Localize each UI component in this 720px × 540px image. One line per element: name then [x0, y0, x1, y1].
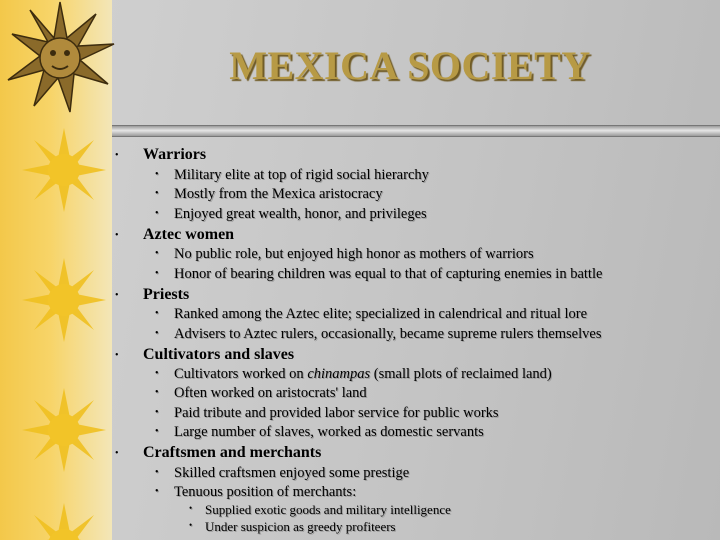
- bullet-icon: •: [155, 169, 159, 180]
- bullet-icon: •: [155, 368, 159, 379]
- bullet-icon: •: [155, 248, 159, 259]
- list-item: • Advisers to Aztec rulers, occasionally, became supreme rulers themselves: [155, 326, 602, 342]
- bullet-icon: •: [155, 426, 159, 437]
- bullet-icon: •: [189, 520, 193, 530]
- list-item: • Skilled craftsmen enjoyed some prestige: [155, 465, 410, 481]
- aztec-sun-icon: [0, 0, 120, 120]
- bullet-icon: •: [155, 268, 159, 279]
- list-item: • Paid tribute and provided labor service for public works: [155, 405, 499, 421]
- list-item: • Cultivators worked on chinampas (small plots of reclaimed land): [155, 366, 552, 382]
- slide-title: MEXICA SOCIETY: [229, 43, 591, 88]
- sub-list-item: • Supplied exotic goods and military intelligence: [189, 502, 451, 517]
- list-item: • No public role, but enjoyed high honor as mothers of warriors: [155, 246, 534, 262]
- bullet-icon: •: [155, 308, 159, 319]
- sub-list-item: • Under suspicion as greedy profiteers: [189, 519, 396, 534]
- list-item: • Tenuous position of merchants:: [155, 484, 357, 500]
- bullet-icon: •: [155, 387, 159, 398]
- bullet-icon: •: [115, 448, 119, 459]
- bullet-icon: •: [155, 467, 159, 478]
- bullet-icon: •: [155, 407, 159, 418]
- bullet-icon: •: [155, 328, 159, 339]
- section-heading: • Warriors: [115, 146, 207, 163]
- bullet-icon: •: [155, 486, 159, 497]
- list-item: • Large number of slaves, worked as domestic servants: [155, 424, 484, 440]
- bullet-icon: •: [155, 208, 159, 219]
- bullet-icon: •: [115, 350, 119, 361]
- bullet-icon: •: [115, 290, 119, 301]
- list-item: • Enjoyed great wealth, honor, and privileges: [155, 206, 427, 222]
- list-item: • Ranked among the Aztec elite; specialized in calendrical and ritual lore: [155, 306, 588, 322]
- title-divider: [112, 125, 720, 137]
- list-item: • Mostly from the Mexica aristocracy: [155, 186, 383, 202]
- list-item: • Often worked on aristocrats' land: [155, 385, 367, 401]
- section-heading: • Aztec women: [115, 226, 235, 243]
- list-item: • Honor of bearing children was equal to that of capturing enemies in battle: [155, 266, 603, 282]
- section-heading: • Craftsmen and merchants: [115, 444, 322, 461]
- section-heading: • Priests: [115, 286, 190, 303]
- bullet-icon: •: [115, 150, 119, 161]
- bullet-icon: •: [189, 503, 193, 513]
- section-heading: • Cultivators and slaves: [115, 346, 295, 363]
- list-item: • Military elite at top of rigid social hierarchy: [155, 167, 429, 183]
- bullet-icon: •: [115, 230, 119, 241]
- bullet-icon: •: [155, 188, 159, 199]
